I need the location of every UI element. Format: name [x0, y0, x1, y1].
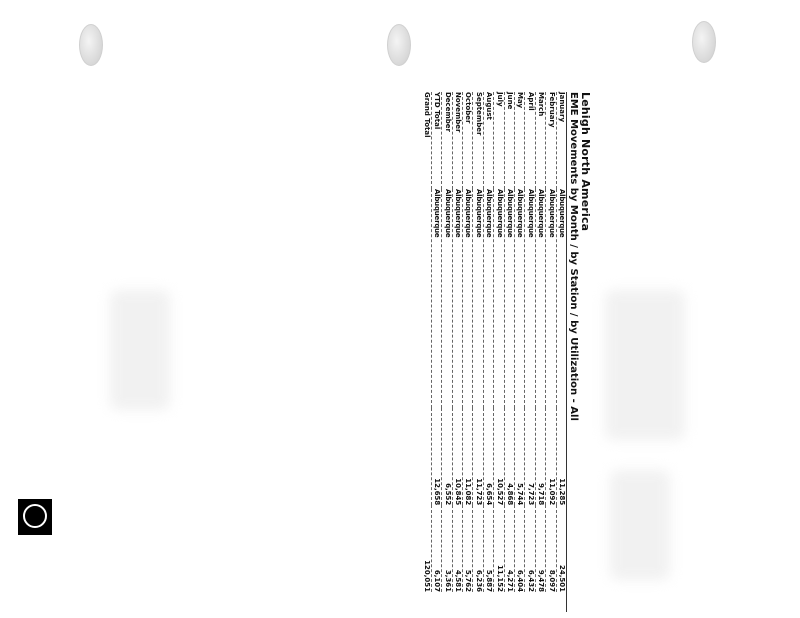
total-cell: 6,107	[433, 569, 442, 592]
separator-row	[534, 92, 537, 592]
value-cell: 6,552	[443, 483, 452, 506]
separator-row	[555, 92, 558, 592]
table-row	[506, 92, 513, 592]
total-cell: 8,097	[547, 569, 556, 592]
rotated-report-page	[192, 92, 592, 612]
station-cell: Albuquerque	[516, 188, 525, 238]
month-cell: April	[526, 92, 535, 111]
value-cell: 11,092	[547, 478, 556, 506]
value-cell: 10,527	[495, 478, 504, 506]
value-cell: 7,723	[526, 483, 535, 506]
total-cell: 11,152	[495, 564, 504, 592]
value-cell: 6,654	[485, 483, 494, 506]
value-cell: 11,082	[464, 478, 473, 506]
separator-row	[471, 92, 474, 592]
month-cell: September	[474, 92, 483, 136]
binder-hole-left	[79, 24, 103, 66]
month-cell: November	[453, 92, 462, 133]
total-cell: 4,581	[453, 569, 462, 592]
month-cell: October	[464, 92, 473, 124]
station-cell: Albuquerque	[453, 188, 462, 238]
separator-row	[513, 92, 516, 592]
value-cell: 11,723	[474, 478, 483, 506]
table-row	[526, 92, 533, 592]
total-cell: 9,478	[537, 569, 546, 592]
value-cell: 9,718	[537, 483, 546, 506]
total-cell: 4,271	[505, 569, 514, 592]
station-cell: Albuquerque	[537, 188, 546, 238]
station-cell: Albuquerque	[495, 188, 504, 238]
total-cell: 120,051	[422, 560, 431, 592]
month-cell: December	[443, 92, 452, 132]
station-cell: Albuquerque	[505, 188, 514, 238]
table-row	[454, 92, 461, 592]
separator-row	[482, 92, 485, 592]
table-row	[495, 92, 502, 592]
value-cell: 10,845	[453, 478, 462, 506]
month-cell: January	[558, 92, 566, 123]
separator-row	[503, 92, 506, 592]
table-row	[433, 92, 440, 592]
month-cell: February	[547, 92, 556, 128]
table-row	[547, 92, 554, 592]
station-cell: Albuquerque	[547, 188, 556, 238]
month-cell: May	[516, 92, 525, 109]
bleed-through-shadow	[605, 290, 685, 440]
station-cell	[422, 189, 429, 408]
separator-row	[451, 92, 454, 592]
separator-row	[544, 92, 547, 592]
separator-row	[523, 92, 526, 592]
separator-row	[461, 92, 464, 592]
total-cell: 3,361	[443, 569, 452, 592]
title-rule	[566, 92, 567, 612]
station-cell: Albuquerque	[485, 188, 494, 238]
total-cell: 5,762	[464, 569, 473, 592]
report-table	[422, 92, 565, 592]
month-cell: July	[495, 92, 504, 107]
station-cell: Albuquerque	[464, 188, 473, 238]
total-cell: 6,236	[474, 569, 483, 592]
value-cell	[422, 408, 429, 505]
bleed-through-shadow	[610, 470, 670, 580]
value-cell: 4,868	[505, 483, 514, 506]
month-cell: Grand Total	[422, 92, 431, 138]
report-title: Lehigh North America	[579, 92, 592, 232]
total-cell: 24,501	[558, 564, 566, 592]
separator-row	[492, 92, 495, 592]
value-cell: 5,744	[516, 483, 525, 506]
value-cell: 12,658	[433, 478, 442, 506]
table-row	[474, 92, 481, 592]
binder-hole-right	[692, 21, 716, 63]
total-cell: 5,887	[485, 569, 494, 592]
total-cell: 6,404	[516, 569, 525, 592]
binder-hole-middle	[387, 24, 411, 66]
table-row	[464, 92, 471, 592]
total-cell: 6,432	[526, 569, 535, 592]
table-row	[443, 92, 450, 592]
station-cell: Albuquerque	[558, 188, 566, 238]
table-row	[516, 92, 523, 592]
table-row	[485, 92, 492, 592]
station-cell: Albuquerque	[474, 188, 483, 238]
month-cell: June	[505, 92, 514, 110]
station-cell: Albuquerque	[526, 188, 535, 238]
value-cell: 11,285	[558, 478, 566, 506]
table-row	[558, 92, 565, 592]
scanner-registration-mark	[18, 499, 52, 535]
month-cell: August	[485, 92, 494, 120]
report-subtitle: EME Movements by Month / by Station / by Utilization - All	[568, 92, 579, 421]
separator-row	[440, 92, 443, 592]
month-cell: YTD Total	[433, 92, 442, 130]
separator-row	[430, 92, 433, 592]
table-row	[537, 92, 544, 592]
station-cell: Albuquerque	[433, 188, 442, 238]
table-row	[422, 92, 429, 592]
station-cell: Albuquerque	[443, 188, 452, 238]
bleed-through-shadow	[110, 290, 170, 410]
month-cell: March	[537, 92, 546, 117]
